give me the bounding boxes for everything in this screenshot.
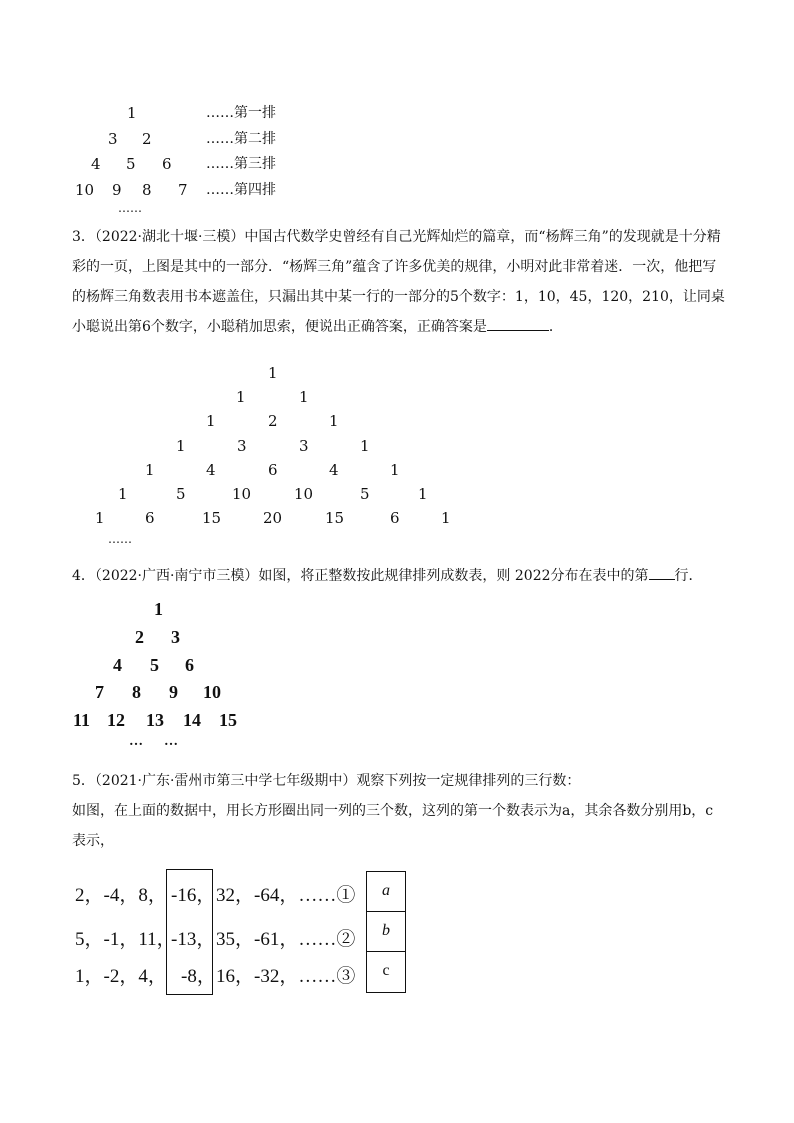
question-5-line3: 表示，: [72, 833, 114, 849]
table-divider: [366, 911, 406, 912]
fig1-row-label: ……第三排: [206, 156, 276, 172]
fig4-num: 1: [154, 599, 163, 619]
cell-a: a: [382, 882, 390, 899]
fig4-num: 4: [113, 655, 122, 675]
fig1-num: 3: [108, 130, 118, 148]
triangle-num: 1: [176, 437, 186, 455]
triangle-num: 6: [390, 509, 400, 527]
triangle-num: 1: [418, 485, 428, 503]
sequence-1-after: 32，-64，……①: [216, 885, 356, 906]
fig1-num: 5: [126, 155, 136, 173]
question-5-line1: 5．（2021·广东·雷州市第三中学七年级期中）观察下列按一定规律排列的三行数：: [72, 773, 581, 789]
fig4-num: 15: [219, 710, 237, 730]
answer-blank[interactable]: [649, 565, 675, 580]
table-divider: [366, 951, 406, 952]
fig4-num: 14: [183, 710, 201, 730]
triangle-num: 1: [390, 461, 400, 479]
triangle-num: 1: [329, 412, 339, 430]
cell-b: b: [382, 922, 390, 939]
triangle-num: 5: [360, 485, 370, 503]
sequence-3-boxed: -8，: [181, 966, 216, 987]
fig4-num: 6: [185, 655, 194, 675]
q4-text: 4．（2022·广西·南宁市三模）如图，将正整数按此规律排列成数表，则 2022分布在表中的第: [72, 568, 649, 584]
triangle-num: 1: [95, 509, 105, 527]
triangle-num: 2: [268, 412, 278, 430]
triangle-num: 6: [145, 509, 155, 527]
fig4-num: 5: [150, 655, 159, 675]
fig1-num: 4: [91, 155, 101, 173]
triangle-num: 4: [206, 461, 216, 479]
fig1-row-label: ……第二排: [206, 131, 276, 147]
sequence-2-before: 5，-1，11，: [75, 929, 176, 950]
triangle-num: 1: [206, 412, 216, 430]
fig1-num: 6: [162, 155, 172, 173]
q3-text: 3．（2022·湖北十堰·三模）中国古代数学史曾经有自己光辉灿烂的篇章，而“杨辉三角”的发现就是十分精彩的一页，上图是其中的一部分．“杨辉三角”蕴含了许多优美的规律，小明对此非常着迷．一次，他把写的杨辉三角数表用书本遮盖住，只漏出其中某一行的一部分的5个数字：1，10，45，120，210，让同桌小聪说出第6个数字，小聪稍加思索，便说出正确答案，正确答案是: [72, 229, 725, 335]
sequence-2-boxed: -13，: [171, 929, 216, 950]
sequence-1-before: 2，-4，8，: [75, 885, 167, 906]
triangle-num: 1: [441, 509, 451, 527]
fig4-num: 12: [107, 710, 125, 730]
fig1-row-label: ……第四排: [206, 182, 276, 198]
q4-suffix: 行．: [674, 568, 703, 584]
triangle-num: 10: [232, 485, 252, 503]
triangle-num: 15: [325, 509, 345, 527]
question-3: [72, 222, 727, 342]
question-4: [72, 561, 727, 591]
fig1-num: 10: [75, 181, 95, 199]
fig1-num: 7: [178, 181, 188, 199]
fig1-num: 8: [142, 181, 152, 199]
fig4-ellipsis: …: [164, 734, 178, 749]
triangle-ellipsis: ……: [108, 532, 132, 546]
fig4-num: 10: [203, 682, 221, 702]
triangle-num: 1: [236, 388, 246, 406]
sequence-3-before: 1，-2，4，: [75, 966, 167, 987]
sequence-3-after: 16，-32，……③: [216, 966, 356, 987]
answer-blank[interactable]: [487, 316, 549, 331]
triangle-num: 6: [268, 461, 278, 479]
q3-suffix: ．: [548, 319, 563, 335]
triangle-num: 10: [294, 485, 314, 503]
fig4-num: 8: [132, 682, 141, 702]
triangle-num: 1: [268, 364, 278, 382]
question-5-line2: 如图，在上面的数据中，用长方形圈出同一列的三个数，这列的第一个数表示为a，其余各数分别用b，c: [72, 803, 714, 819]
triangle-num: 20: [263, 509, 283, 527]
fig1-num: 9: [112, 181, 122, 199]
fig1-row-label: ……第一排: [206, 105, 276, 121]
fig4-num: 9: [169, 682, 178, 702]
fig4-num: 2: [135, 627, 144, 647]
fig1-num: 2: [142, 130, 152, 148]
triangle-num: 3: [237, 437, 247, 455]
fig4-ellipsis: …: [129, 734, 143, 749]
fig4-num: 11: [73, 710, 91, 730]
fig4-num: 3: [171, 627, 180, 647]
triangle-num: 1: [299, 388, 309, 406]
triangle-num: 1: [145, 461, 155, 479]
triangle-num: 1: [118, 485, 128, 503]
cell-c: c: [382, 962, 390, 979]
sequence-1-boxed: -16，: [171, 885, 216, 906]
triangle-num: 15: [202, 509, 222, 527]
triangle-num: 1: [360, 437, 370, 455]
triangle-num: 4: [329, 461, 339, 479]
fig1-ellipsis: ……: [118, 201, 142, 215]
triangle-num: 5: [176, 485, 186, 503]
fig4-num: 7: [95, 682, 104, 702]
fig4-num: 13: [146, 710, 164, 730]
triangle-num: 3: [299, 437, 309, 455]
fig1-num: 1: [127, 104, 137, 122]
sequence-2-after: 35，-61，……②: [216, 929, 356, 950]
